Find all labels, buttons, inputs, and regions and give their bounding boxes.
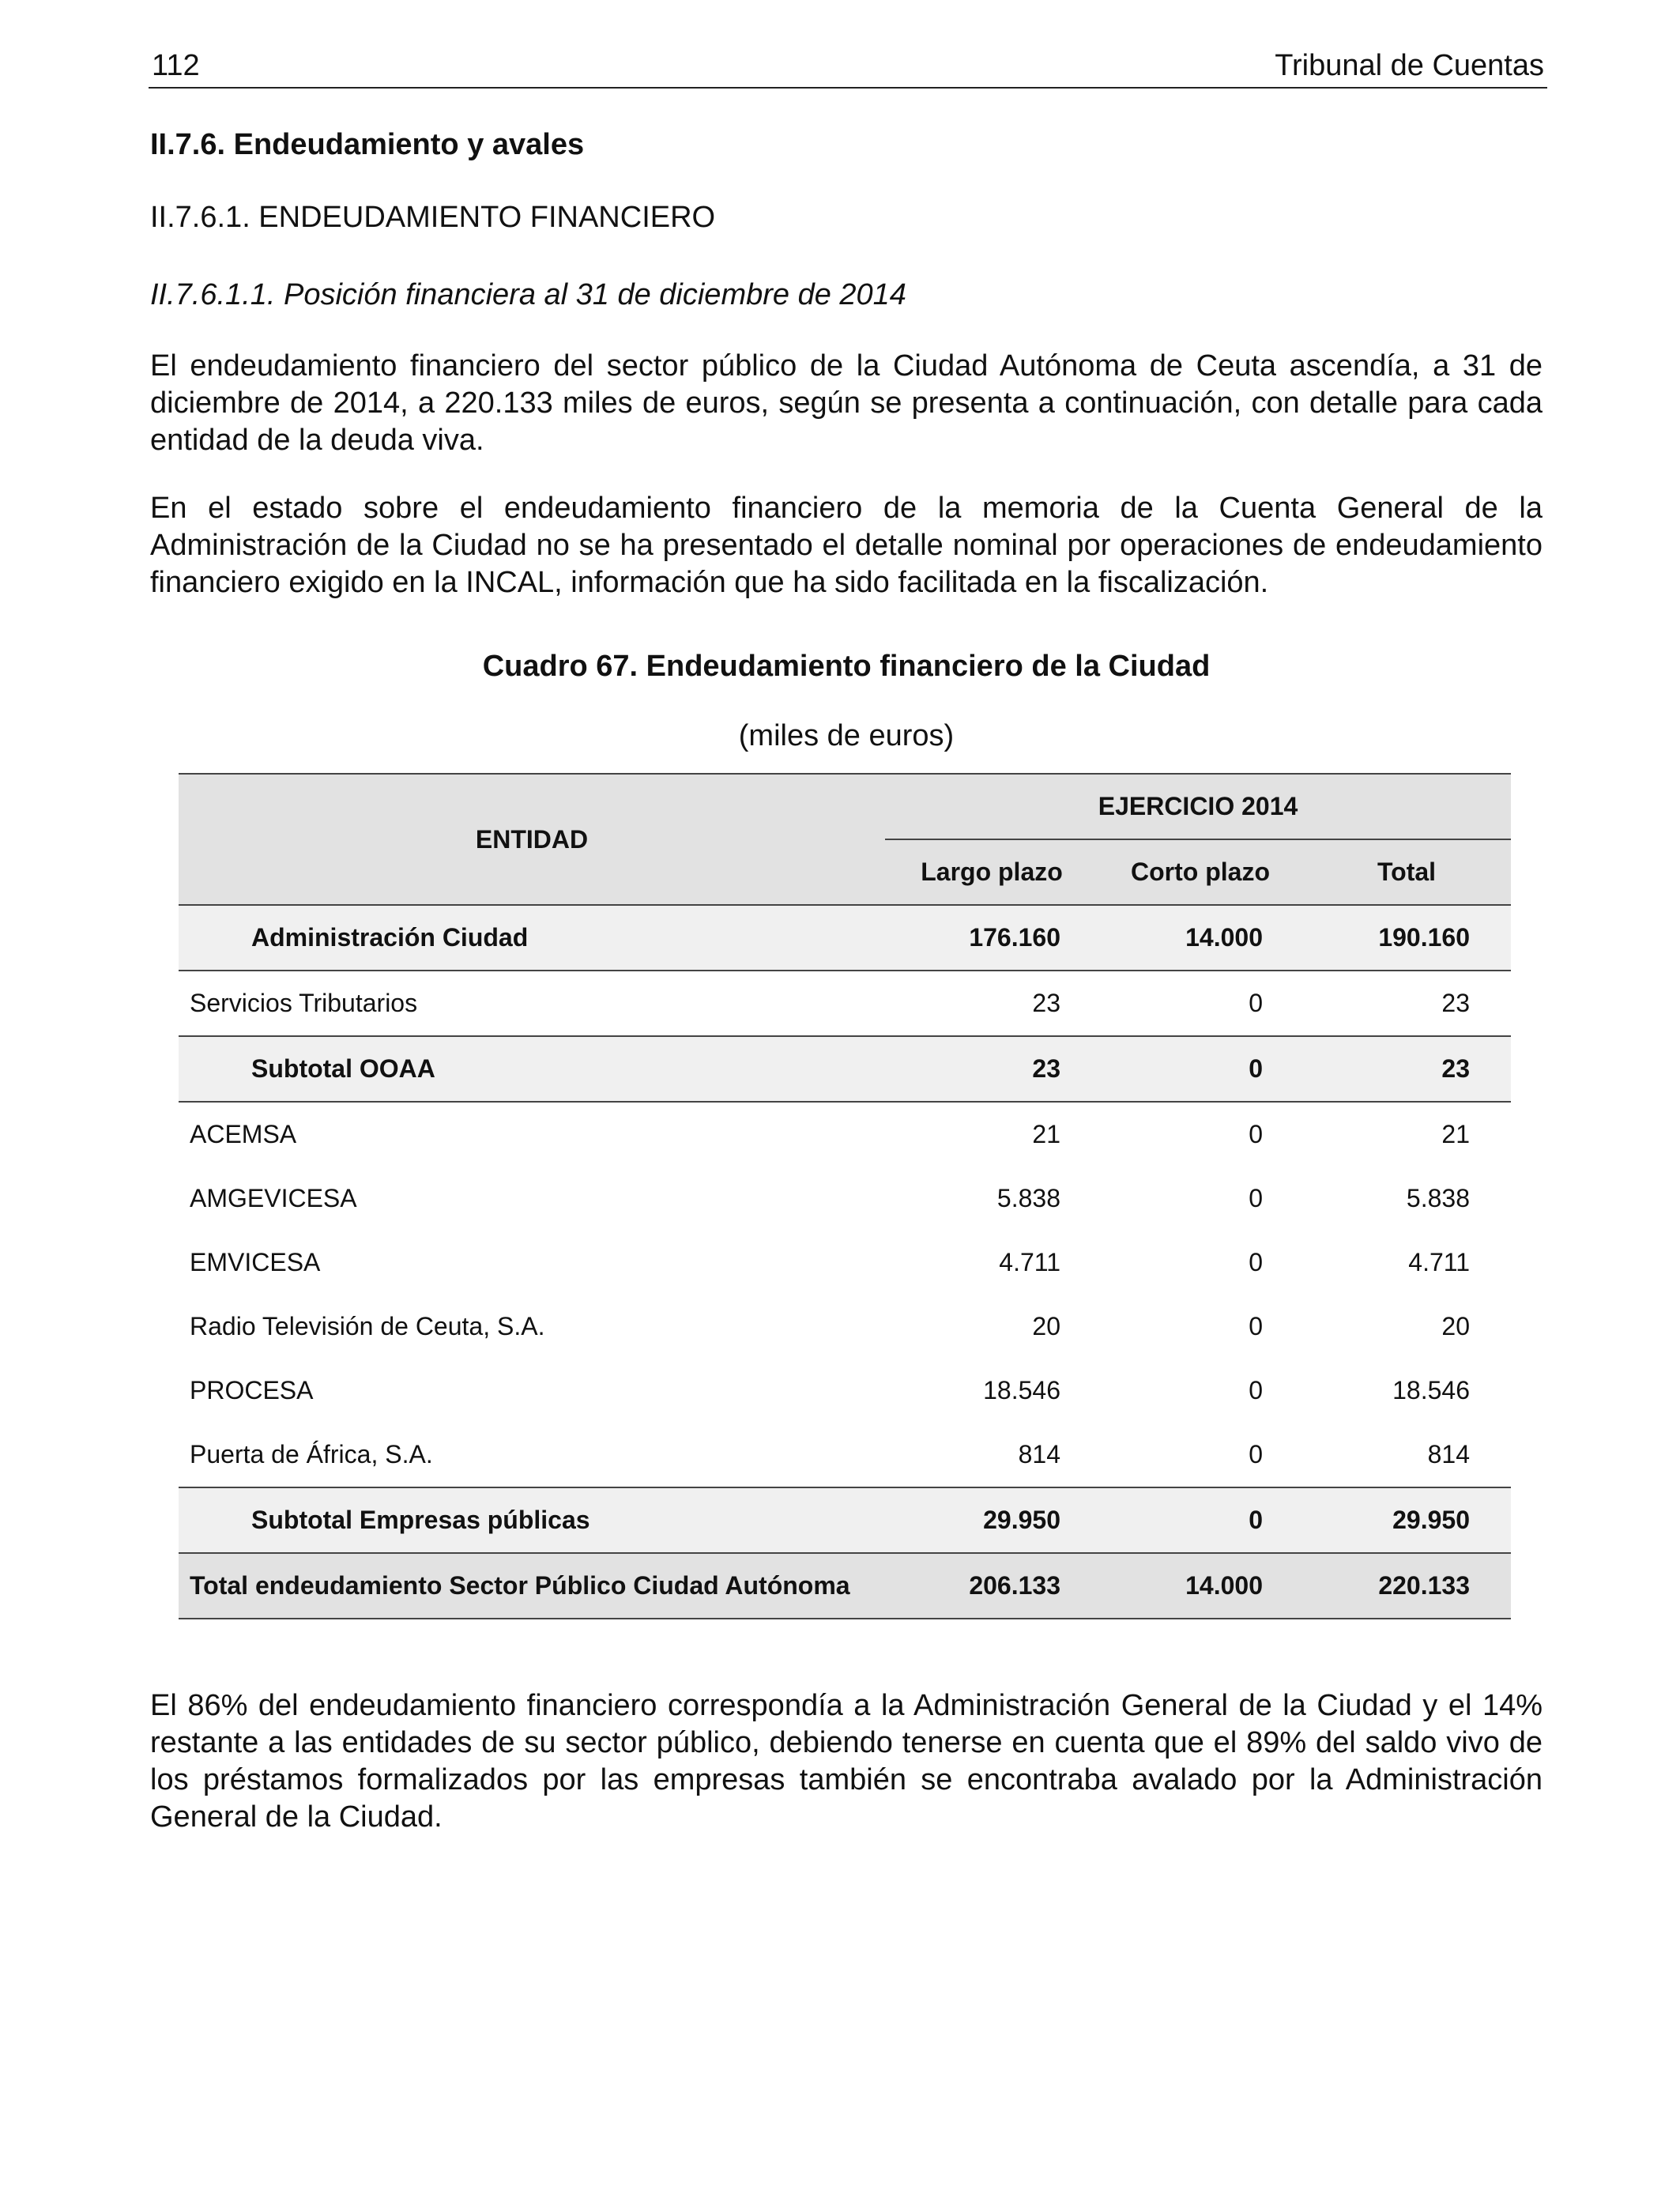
row-total: 23 xyxy=(1302,1036,1511,1102)
row-corto-plazo: 14.000 xyxy=(1098,905,1302,971)
row-entity: Subtotal OOAA xyxy=(179,1036,885,1102)
table-row xyxy=(179,1036,1511,1102)
row-largo-plazo: 206.133 xyxy=(885,1553,1098,1619)
row-corto-plazo: 0 xyxy=(1249,1376,1263,1404)
paragraph-conclusion: El 86% del endeudamiento financiero correspondía a la Administración General de la Ciudad y el 14% restante a las entidades de su sector público, debiendo tenerse en cuenta que el 89% del saldo vivo de los préstamos formalizados por las empresas también se encontraba avalado por la Administración General de la Ciudad. xyxy=(150,1689,1543,1834)
publisher-name: Tribunal de Cuentas xyxy=(1275,49,1544,82)
row-entity: ACEMSA xyxy=(190,1120,297,1148)
table-row xyxy=(179,1423,1511,1487)
paragraph-memoria: En el estado sobre el endeudamiento financiero de la memoria de la Cuenta General de la Administración de la Ciudad no se ha presentado el detalle nominal por operaciones de endeudamiento financiero exigido en la INCAL, información que ha sido facilitada en la fiscalización. xyxy=(150,492,1543,599)
row-total: 814 xyxy=(1427,1440,1470,1468)
row-entity: Total endeudamiento Sector Público Ciudad Autónoma xyxy=(179,1553,885,1619)
subsection-heading: II.7.6.1. ENDEUDAMIENTO FINANCIERO xyxy=(150,201,716,234)
header-entity: ENTIDAD xyxy=(179,774,885,905)
table-unit: (miles de euros) xyxy=(738,719,955,752)
row-entity: Subtotal Empresas públicas xyxy=(179,1487,885,1553)
row-entity: Radio Televisión de Ceuta, S.A. xyxy=(190,1312,545,1340)
row-entity: EMVICESA xyxy=(190,1248,321,1276)
row-entity: AMGEVICESA xyxy=(190,1184,357,1212)
section-heading: II.7.6. Endeudamiento y avales xyxy=(150,128,585,161)
row-corto-plazo: 0 xyxy=(1249,989,1263,1017)
row-total: 29.950 xyxy=(1302,1487,1511,1553)
row-total: 21 xyxy=(1441,1120,1470,1148)
header-largo-plazo: Largo plazo xyxy=(885,839,1098,905)
header-ejercicio: EJERCICIO 2014 xyxy=(885,774,1511,839)
row-largo-plazo: 23 xyxy=(1032,989,1060,1017)
row-entity: Puerta de África, S.A. xyxy=(190,1440,433,1468)
header-corto-plazo: Corto plazo xyxy=(1098,839,1302,905)
row-largo-plazo: 176.160 xyxy=(885,905,1098,971)
row-total: 190.160 xyxy=(1302,905,1511,971)
table-row xyxy=(179,1231,1511,1295)
row-largo-plazo: 20 xyxy=(1032,1312,1060,1340)
row-corto-plazo: 0 xyxy=(1249,1440,1263,1468)
row-corto-plazo: 0 xyxy=(1249,1184,1263,1212)
row-corto-plazo: 0 xyxy=(1249,1248,1263,1276)
row-corto-plazo: 0 xyxy=(1098,1036,1302,1102)
table-title: Cuadro 67. Endeudamiento financiero de la Ciudad xyxy=(482,650,1211,683)
row-largo-plazo: 5.838 xyxy=(996,1184,1060,1212)
subsubsection-heading: II.7.6.1.1. Posición financiera al 31 de diciembre de 2014 xyxy=(150,278,906,311)
row-largo-plazo: 814 xyxy=(1018,1440,1060,1468)
row-largo-plazo: 21 xyxy=(1032,1120,1060,1148)
table-row xyxy=(179,905,1511,971)
table-row xyxy=(179,1102,1511,1167)
row-entity: Administración Ciudad xyxy=(179,905,885,971)
row-corto-plazo: 0 xyxy=(1098,1487,1302,1553)
table-row xyxy=(179,1295,1511,1359)
row-total: 4.711 xyxy=(1408,1248,1470,1276)
row-corto-plazo: 0 xyxy=(1249,1312,1263,1340)
row-corto-plazo: 0 xyxy=(1249,1120,1263,1148)
row-entity: PROCESA xyxy=(190,1376,314,1404)
page-number: 112 xyxy=(152,49,200,82)
row-total: 18.546 xyxy=(1392,1376,1470,1404)
row-largo-plazo: 29.950 xyxy=(885,1487,1098,1553)
header-total: Total xyxy=(1302,839,1511,905)
row-largo-plazo: 23 xyxy=(885,1036,1098,1102)
row-total: 23 xyxy=(1441,989,1470,1017)
row-largo-plazo: 18.546 xyxy=(983,1376,1060,1404)
row-corto-plazo: 14.000 xyxy=(1098,1553,1302,1619)
row-largo-plazo: 4.711 xyxy=(999,1248,1060,1276)
table-row xyxy=(179,1359,1511,1423)
page-header xyxy=(149,46,1547,89)
row-total: 20 xyxy=(1441,1312,1470,1340)
debt-table xyxy=(179,773,1511,1619)
row-total: 5.838 xyxy=(1406,1184,1470,1212)
row-total: 220.133 xyxy=(1302,1553,1511,1619)
row-entity: Servicios Tributarios xyxy=(190,989,418,1017)
table-row xyxy=(179,1487,1511,1553)
paragraph-intro: El endeudamiento financiero del sector público de la Ciudad Autónoma de Ceuta ascendía, a 31 de diciembre de 2014, a 220.133 miles de euros, según se presenta a continuación, con detalle para cada entidad de la deuda viva. xyxy=(150,349,1543,457)
table-row xyxy=(179,971,1511,1036)
table-total-row xyxy=(179,1553,1511,1619)
table-row xyxy=(179,1167,1511,1231)
